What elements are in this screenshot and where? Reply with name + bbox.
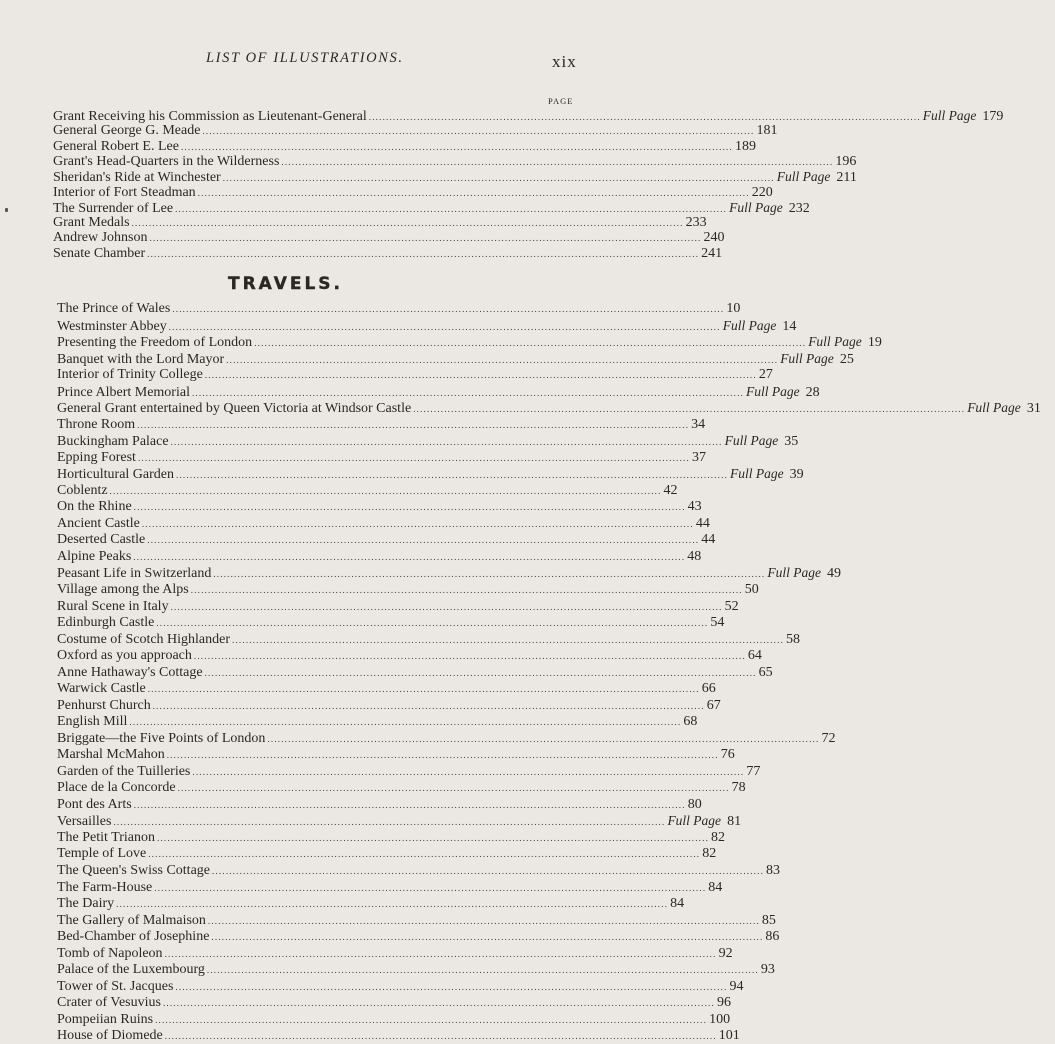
dot-leader: ................................................................................................................................................................ [156,618,709,629]
dot-leader: ................................................................................................................................................................ [193,651,746,662]
list-item [57,317,797,334]
page-number: 233 [685,215,707,231]
dot-leader: ................................................................................................................................................................ [176,470,729,481]
entry-title: Costume of Scotch Highlander [57,631,231,647]
list-item [53,184,773,200]
dot-leader: ................................................................................................................................................................ [204,667,757,678]
dot-leader: ................................................................................................................................................................ [226,354,779,365]
list-item [57,829,726,845]
full-page-note: Full Page [967,400,1021,416]
dot-leader: ................................................................................................................................................................ [204,370,757,381]
page-number: 19 [867,335,882,351]
page-number: 241 [701,245,723,261]
dot-leader: ................................................................................................................................................................ [254,338,807,349]
dot-leader: ................................................................................................................................................................ [192,766,745,777]
list-item [57,416,706,432]
list-item [57,301,741,316]
entry-title: On the Rhine [57,499,132,515]
page-number: 34 [691,416,706,432]
full-page-note: Full Page [722,317,777,333]
list-item [57,350,854,367]
entry-title: Garden of the Tuilleries [57,763,191,779]
list-item [57,482,678,498]
dot-leader: ................................................................................................................................................................ [133,799,686,810]
entry-title: The Petit Trianon [57,829,156,845]
entry-title: House of Diomede [57,1028,163,1044]
list-item [57,896,685,912]
list-item [57,598,739,614]
entry-title: Marshal McMahon [57,747,165,763]
list-item [57,780,746,796]
dot-leader: ................................................................................................................................................................ [191,387,744,398]
list-item [57,532,716,548]
page-number: 14 [782,318,797,334]
page-number: 66 [701,681,716,697]
dot-leader: ................................................................................................................................................................ [131,218,684,229]
margin-mark [5,208,8,212]
list-item [53,153,857,169]
entry-title: Coblentz [57,482,108,498]
dot-leader: ................................................................................................................................................................ [109,485,662,496]
dot-leader: ................................................................................................................................................................ [137,452,690,463]
page-number: 232 [788,200,810,216]
page-number: 54 [710,615,725,631]
entry-title: Interior of Fort Steadman [53,184,196,200]
list-item [53,230,725,246]
dot-leader: ................................................................................................................................................................ [154,882,707,893]
dot-leader: ................................................................................................................................................................ [147,684,700,695]
list-item [53,199,810,216]
entry-title: Pompeiian Ruins [57,1011,154,1027]
dot-leader: ................................................................................................................................................................ [172,304,725,314]
list-item [57,813,742,830]
page-number: 52 [724,598,739,614]
dot-leader: ................................................................................................................................................................ [166,750,719,761]
list-item [57,631,801,647]
entry-title: Westminster Abbey [57,318,167,334]
page-column-label: PAGE [548,96,574,106]
page-number: 196 [835,153,857,169]
list-item [57,383,820,400]
page-number: 44 [695,515,710,531]
entry-title: Pont des Arts [57,796,132,812]
entry-title: Prince Albert Memorial [57,384,190,400]
page-number: 65 [758,664,773,680]
list-item [57,400,1041,417]
page-number: 10 [726,301,741,316]
dot-leader: ................................................................................................................................................................ [368,112,921,122]
dot-leader: ................................................................................................................................................................ [413,404,966,415]
entry-title: Crater of Vesuvius [57,995,161,1011]
page-number: 82 [711,829,726,845]
list-item [57,846,717,862]
entry-title: Buckingham Palace [57,434,169,450]
entry-title: Edinburgh Castle [57,615,155,631]
dot-leader: ................................................................................................................................................................ [157,832,710,843]
page-number: 39 [789,467,804,483]
entry-title: Grant's Head-Quarters in the Wilderness [53,153,280,169]
page-number: 100 [709,1011,731,1027]
page-number: 84 [670,896,685,912]
entry-title: Bed-Chamber of Josephine [57,929,210,945]
page-number: 72 [821,730,836,746]
entry-title: Presenting the Freedom of London [57,335,253,351]
full-page-note: Full Page [922,108,977,123]
page-number: 77 [746,763,761,779]
list-item [57,697,721,713]
dot-leader: ................................................................................................................................................................ [164,948,717,959]
page-number: 25 [839,351,854,367]
list-item [57,648,762,664]
page-number: 80 [687,796,702,812]
entry-title: The Gallery of Malmaison [57,912,206,928]
page-number: 92 [718,945,733,961]
list-item [57,863,781,879]
entry-title: Tomb of Napoleon [57,945,163,961]
list-item [57,548,702,564]
folio-page-number: xix [552,52,577,71]
page-number: 93 [760,962,775,978]
list-item [57,730,836,746]
dot-leader: ................................................................................................................................................................ [197,187,750,198]
list-item [57,515,710,531]
dot-leader: ................................................................................................................................................................ [168,321,721,332]
entry-title: Place de la Concorde [57,780,176,796]
entry-title: Andrew Johnson [53,230,148,246]
entry-title: General George G. Meade [53,123,201,139]
full-page-note: Full Page [724,433,779,449]
entry-title: General Grant entertained by Queen Victoria at Windsor Castle [57,401,412,417]
list-item [57,1011,731,1027]
list-item [57,582,759,597]
list-item [57,433,799,450]
full-page-note: Full Page [776,169,831,185]
list-item [57,978,744,994]
list-item [53,123,778,139]
running-title: LIST OF ILLUSTRATIONS. [206,50,404,66]
dot-leader: ................................................................................................................................................................ [170,601,723,612]
entry-title: English Mill [57,714,128,730]
page-number: 82 [702,846,717,862]
page-number: 94 [729,978,744,994]
page-number: 49 [826,566,841,582]
dot-leader: ................................................................................................................................................................ [133,502,686,513]
entry-title: Briggate—the Five Points of London [57,730,266,746]
dot-leader: ................................................................................................................................................................ [129,717,682,728]
page-number: 189 [734,138,756,154]
entry-title: Senate Chamber [53,245,146,261]
dot-leader: ................................................................................................................................................................ [206,965,759,976]
page-number: 101 [718,1028,740,1044]
list-item [57,796,702,812]
list-item [57,1028,740,1044]
dot-leader: ................................................................................................................................................................ [141,518,694,529]
page-number: 240 [703,230,725,246]
entry-title: Penhurst Church [57,697,151,713]
dot-leader: ................................................................................................................................................................ [137,419,690,430]
dot-leader: ................................................................................................................................................................ [133,551,686,562]
page-number: 28 [805,384,820,400]
dot-leader: ................................................................................................................................................................ [177,783,730,794]
entry-title: The Prince of Wales [57,301,171,316]
list-item [57,995,731,1011]
full-page-note: Full Page [667,813,722,829]
entry-title: Banquet with the Lord Mayor [57,351,225,367]
dot-leader: ................................................................................................................................................................ [148,849,701,860]
page-number: 84 [708,879,723,895]
list-item [57,945,733,961]
page-number: 181 [756,123,778,139]
page-number: 58 [786,631,801,647]
section-heading-travels: TRAVELS. [228,274,343,294]
dot-leader: ................................................................................................................................................................ [175,981,728,992]
entry-title: Throne Room [57,416,136,432]
page-number: 96 [716,995,731,1011]
full-page-note: Full Page [780,350,834,366]
entry-title: Village among the Alps [57,582,189,597]
list-item [57,747,735,763]
entry-title: Alpine Peaks [57,548,132,564]
list-item [53,215,707,231]
list-item [53,138,756,154]
dot-leader: ................................................................................................................................................................ [202,126,755,137]
list-item [53,108,1004,124]
entry-title: Versailles [57,814,112,830]
entry-title: Ancient Castle [57,515,140,531]
dot-leader: ................................................................................................................................................................ [180,141,733,152]
page-number: 48 [687,548,702,564]
list-item [53,169,857,186]
dot-leader: ................................................................................................................................................................ [267,733,820,744]
page-number: 211 [836,170,857,186]
entry-title: Anne Hathaway's Cottage [57,664,203,680]
page-number: 44 [701,532,716,548]
list-item [57,912,776,928]
entry-title: Epping Forest [57,449,136,465]
entry-title: The Queen's Swiss Cottage [57,863,211,879]
page-number: 50 [744,582,759,597]
entry-title: Horticultural Garden [57,467,175,483]
list-item [57,615,725,631]
dot-leader: ................................................................................................................................................................ [211,932,764,943]
page-number: 220 [751,184,773,200]
dot-leader: ................................................................................................................................................................ [152,700,705,711]
dot-leader: ................................................................................................................................................................ [155,1014,708,1025]
dot-leader: ................................................................................................................................................................ [113,817,666,828]
page-number: 68 [683,714,698,730]
entry-title: Temple of Love [57,846,147,862]
entry-title: Grant Receiving his Commission as Lieutenant-General [53,109,367,124]
page-number: 37 [691,449,706,465]
entry-title: The Surrender of Lee [53,200,174,216]
dot-leader: ................................................................................................................................................................ [164,1031,717,1042]
full-page-note: Full Page [729,199,783,215]
page-number: 179 [982,109,1004,124]
list-item [57,763,761,779]
list-item [57,929,780,945]
entry-title: Sheridan's Ride at Winchester [53,170,221,186]
page-number: 64 [747,648,762,664]
list-item [53,245,723,261]
entry-title: Palace of the Luxembourg [57,962,205,978]
page-number: 81 [727,814,742,830]
entry-title: Grant Medals [53,215,130,231]
list-item [57,499,702,515]
list-item [57,962,775,978]
entry-title: Rural Scene in Italy [57,598,169,614]
page-number: 42 [663,482,678,498]
entry-title: Oxford as you approach [57,648,192,664]
dot-leader: ................................................................................................................................................................ [149,233,702,244]
entry-title: Deserted Castle [57,532,146,548]
entry-title: Interior of Trinity College [57,367,203,383]
entry-title: Warwick Castle [57,681,146,697]
dot-leader: ................................................................................................................................................................ [213,569,766,580]
page-number: 27 [758,367,773,383]
full-page-note: Full Page [808,334,862,350]
dot-leader: ................................................................................................................................................................ [147,535,700,546]
dot-leader: ................................................................................................................................................................ [170,437,723,448]
dot-leader: ................................................................................................................................................................ [147,248,700,259]
entry-title: Peasant Life in Switzerland [57,566,212,582]
list-item [57,714,698,730]
entry-title: General Robert E. Lee [53,138,179,154]
list-item [57,681,716,697]
page-number: 85 [761,912,776,928]
list-item [57,449,706,465]
dot-leader: ................................................................................................................................................................ [116,899,669,910]
dot-leader: ................................................................................................................................................................ [212,866,765,877]
page-number: 67 [706,697,721,713]
list-item [57,879,723,895]
page-number: 43 [687,499,702,515]
list-item [57,334,882,351]
dot-leader: ................................................................................................................................................................ [175,203,728,214]
list-item [57,664,773,680]
dot-leader: ................................................................................................................................................................ [162,998,715,1009]
entry-title: The Farm-House [57,879,153,895]
page-number: 35 [784,434,799,450]
page-number: 78 [731,780,746,796]
page-number: 31 [1026,401,1041,417]
page-number: 86 [765,929,780,945]
full-page-note: Full Page [730,466,784,482]
full-page-note: Full Page [745,383,800,399]
entry-title: Tower of St. Jacques [57,978,174,994]
list-item [57,367,773,383]
dot-leader: ................................................................................................................................................................ [232,634,785,645]
dot-leader: ................................................................................................................................................................ [207,915,760,926]
list-item [57,466,804,483]
list-item [57,565,841,582]
entry-title: The Dairy [57,896,115,912]
page-number: 83 [766,863,781,879]
dot-leader: ................................................................................................................................................................ [281,156,834,167]
full-page-note: Full Page [767,565,821,581]
dot-leader: ................................................................................................................................................................ [222,173,775,184]
page-number: 76 [720,747,735,763]
dot-leader: ................................................................................................................................................................ [190,585,743,595]
